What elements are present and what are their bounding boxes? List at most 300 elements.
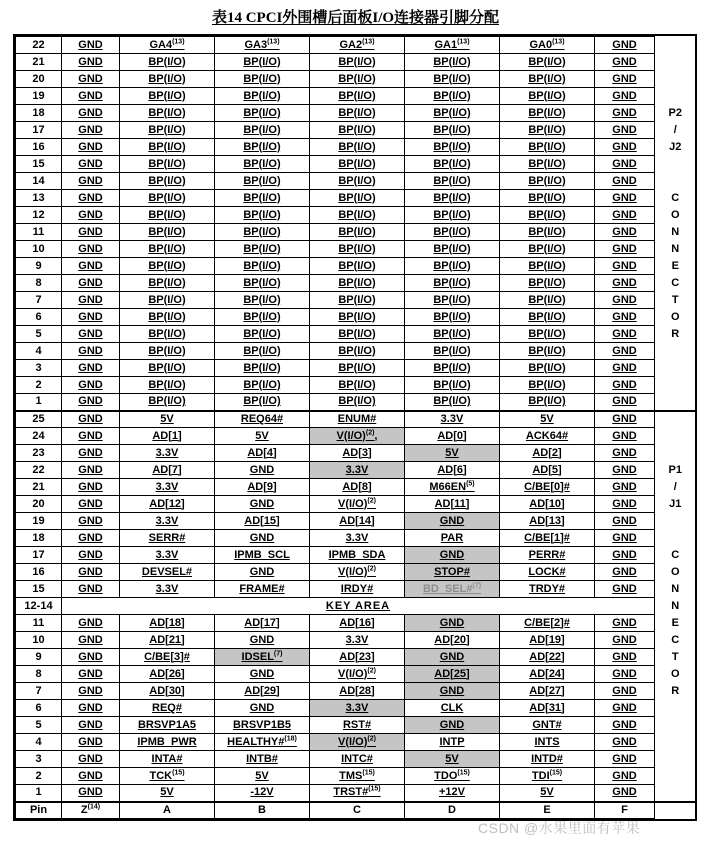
signal-text: GND	[78, 531, 103, 544]
signal-cell	[62, 734, 120, 751]
signal-cell	[120, 632, 215, 649]
table-row	[16, 88, 696, 105]
signal-cell	[500, 649, 595, 666]
signal-cell	[500, 326, 595, 343]
signal-cell	[405, 54, 500, 71]
pin-number: 22	[16, 37, 62, 54]
signal-text: GND	[612, 259, 637, 272]
signal-cell	[310, 54, 405, 71]
signal-cell	[62, 683, 120, 700]
signal-text: BP(I/O)	[243, 259, 281, 272]
signal-text: BP(I/O)	[433, 106, 471, 119]
signal-text: BP(I/O)	[148, 191, 186, 204]
pin-number: 21	[16, 479, 62, 496]
signal-text: DEVSEL#	[141, 565, 193, 578]
signal-text: BP(I/O)	[243, 361, 281, 374]
signal-text: BP(I/O)	[433, 123, 471, 136]
connector-label-cell: T	[655, 292, 696, 309]
signal-cell	[405, 496, 500, 513]
signal-cell	[310, 377, 405, 394]
signal-text: HEALTHY#$^{(18)}$	[227, 734, 297, 748]
table-row	[16, 734, 696, 751]
pin-number: 3	[16, 751, 62, 768]
signal-cell	[500, 700, 595, 717]
signal-cell	[405, 156, 500, 173]
signal-text: BP(I/O)	[243, 225, 281, 238]
signal-text: GND	[612, 276, 637, 289]
signal-text: SERR#	[148, 531, 186, 544]
pin-number: 18	[16, 105, 62, 122]
signal-cell	[62, 37, 120, 54]
signal-text: AD[4]	[247, 446, 277, 459]
signal-text: GND	[612, 429, 637, 442]
signal-cell	[310, 632, 405, 649]
signal-cell	[405, 649, 500, 666]
signal-cell	[595, 649, 655, 666]
pin-number: 15	[16, 581, 62, 598]
signal-cell	[310, 615, 405, 632]
signal-text: 3.3V	[155, 514, 179, 527]
signal-text: BP(I/O)	[338, 106, 376, 119]
signal-text: GND	[78, 633, 103, 646]
signal-cell	[215, 462, 310, 479]
signal-text: BP(I/O)	[148, 310, 186, 323]
signal-cell	[405, 768, 500, 785]
signal-text: BP(I/O)	[528, 140, 566, 153]
signal-cell	[62, 224, 120, 241]
signal-text: INTB#	[246, 752, 278, 765]
signal-cell	[405, 632, 500, 649]
signal-cell	[62, 343, 120, 360]
signal-text: GND	[612, 582, 637, 595]
signal-text: BP(I/O)	[148, 242, 186, 255]
signal-text: BP(I/O)	[338, 191, 376, 204]
signal-cell	[62, 71, 120, 88]
column-letter: D	[405, 802, 500, 819]
signal-text: GND	[612, 752, 637, 765]
signal-text: BP(I/O)	[528, 293, 566, 306]
column-letter: $Z^{(14)}$	[62, 802, 120, 819]
signal-text: C/BE[0]#	[524, 480, 570, 493]
signal-text: PERR#	[528, 548, 566, 561]
signal-cell	[62, 377, 120, 394]
signal-text: GND	[612, 106, 637, 119]
signal-cell	[405, 343, 500, 360]
signal-cell	[215, 632, 310, 649]
pin-number: 23	[16, 445, 62, 462]
signal-text: GND	[78, 89, 103, 102]
signal-cell	[120, 71, 215, 88]
signal-text: GND	[78, 344, 103, 357]
signal-cell	[215, 496, 310, 513]
signal-text: GND	[612, 446, 637, 459]
table-row	[16, 139, 696, 156]
signal-text: BP(I/O)	[433, 293, 471, 306]
signal-cell	[500, 224, 595, 241]
signal-text: 3.3V	[345, 701, 369, 714]
signal-cell	[215, 649, 310, 666]
table-row	[16, 207, 696, 224]
connector-label-cell	[655, 428, 696, 445]
signal-cell	[62, 326, 120, 343]
signal-cell	[595, 479, 655, 496]
signal-text: GND	[612, 293, 637, 306]
signal-cell	[120, 734, 215, 751]
connector-label-cell: O	[655, 309, 696, 326]
signal-cell	[62, 649, 120, 666]
signal-text: TRST#$^{(15)}$	[333, 785, 381, 799]
pin-number: 14	[16, 173, 62, 190]
signal-text: GND	[249, 565, 275, 578]
signal-cell	[120, 377, 215, 394]
signal-cell	[62, 173, 120, 190]
signal-text: BP(I/O)	[433, 208, 471, 221]
signal-cell	[120, 700, 215, 717]
signal-text: AD[21]	[149, 633, 185, 646]
signal-cell	[405, 394, 500, 411]
signal-text: GND	[78, 361, 103, 374]
signal-cell	[310, 513, 405, 530]
signal-cell	[310, 309, 405, 326]
signal-cell	[215, 309, 310, 326]
signal-cell	[405, 734, 500, 751]
signal-cell	[595, 241, 655, 258]
signal-cell	[500, 683, 595, 700]
signal-cell	[310, 360, 405, 377]
signal-cell	[62, 479, 120, 496]
signal-cell	[595, 785, 655, 802]
signal-cell	[120, 428, 215, 445]
signal-cell	[500, 292, 595, 309]
signal-text: GND	[612, 650, 637, 663]
signal-cell	[62, 547, 120, 564]
connector-label-cell	[655, 785, 696, 802]
signal-cell	[310, 581, 405, 598]
signal-text: AD[8]	[342, 480, 372, 493]
pin-number: 2	[16, 377, 62, 394]
footnote-superscript: (15)	[549, 768, 563, 776]
signal-cell	[405, 122, 500, 139]
signal-cell	[215, 530, 310, 547]
signal-cell	[595, 411, 655, 428]
signal-cell	[595, 445, 655, 462]
pin-number: 7	[16, 683, 62, 700]
signal-text: GND	[249, 463, 275, 476]
signal-text: AD[16]	[339, 616, 375, 629]
signal-text: BP(I/O)	[528, 242, 566, 255]
signal-text: BP(I/O)	[243, 55, 281, 68]
signal-text: BP(I/O)	[338, 361, 376, 374]
section-p1-j1	[16, 411, 696, 802]
signal-cell	[62, 768, 120, 785]
signal-cell	[405, 411, 500, 428]
signal-cell	[595, 717, 655, 734]
signal-cell	[120, 581, 215, 598]
signal-cell	[500, 428, 595, 445]
signal-text: GND	[612, 718, 637, 731]
section-p2-j2	[16, 37, 696, 411]
table-row	[16, 394, 696, 411]
signal-cell	[62, 207, 120, 224]
column-letter: F	[595, 802, 655, 819]
signal-text: 5V	[540, 412, 554, 425]
pin-number: 19	[16, 513, 62, 530]
signal-text: AD[20]	[434, 633, 470, 646]
signal-text: BP(I/O)	[243, 242, 281, 255]
signal-cell	[595, 513, 655, 530]
signal-text: INTS	[534, 735, 560, 748]
signal-text: GND	[78, 582, 103, 595]
table-row	[16, 37, 696, 54]
connector-label-cell	[655, 88, 696, 105]
signal-text: BP(I/O)	[338, 378, 376, 391]
signal-cell	[595, 309, 655, 326]
signal-cell	[405, 479, 500, 496]
connector-label-cell	[655, 768, 696, 785]
connector-label-cell	[655, 360, 696, 377]
signal-text: M66EN$^{(5)}$	[429, 479, 475, 493]
connector-label-cell	[655, 54, 696, 71]
table-row	[16, 360, 696, 377]
signal-cell	[215, 190, 310, 207]
signal-cell	[120, 224, 215, 241]
signal-cell	[310, 666, 405, 683]
signal-cell	[62, 666, 120, 683]
signal-text: BP(I/O)	[528, 276, 566, 289]
table-row	[16, 122, 696, 139]
signal-text: C/BE[2]#	[524, 616, 570, 629]
signal-cell	[120, 258, 215, 275]
signal-text: BP(I/O)	[433, 174, 471, 187]
signal-text: BP(I/O)	[528, 327, 566, 340]
signal-text: BP(I/O)	[338, 225, 376, 238]
connector-label-cell: E	[655, 258, 696, 275]
signal-text: GND	[612, 361, 637, 374]
signal-text: IDSEL$^{(7)}$	[241, 649, 283, 663]
signal-text: BP(I/O)	[338, 293, 376, 306]
signal-cell	[405, 377, 500, 394]
table-row	[16, 785, 696, 802]
signal-cell	[62, 530, 120, 547]
signal-cell	[405, 139, 500, 156]
signal-text: BP(I/O)	[338, 55, 376, 68]
signal-cell	[595, 394, 655, 411]
signal-text: +12V	[439, 786, 465, 799]
connector-label-cell	[655, 751, 696, 768]
signal-text: GND	[612, 191, 637, 204]
signal-text: GND	[78, 412, 103, 425]
pin-number: 3	[16, 360, 62, 377]
signal-cell	[310, 564, 405, 581]
signal-text: BP(I/O)	[243, 106, 281, 119]
signal-text: $V(I/O)^{(2)}$	[338, 564, 376, 578]
signal-text: AD[23]	[339, 650, 375, 663]
signal-text: GND	[249, 667, 275, 680]
signal-cell	[215, 105, 310, 122]
connector-label-cell: C	[655, 190, 696, 207]
signal-cell	[310, 768, 405, 785]
pin-header: Pin	[16, 802, 62, 819]
connector-label-cell	[655, 802, 696, 819]
signal-text: BP(I/O)	[528, 106, 566, 119]
signal-cell	[595, 700, 655, 717]
signal-text: AD[28]	[339, 684, 375, 697]
table-row	[16, 445, 696, 462]
connector-label-cell	[655, 71, 696, 88]
signal-text: $V(I/O)^{(2)}$,	[336, 428, 378, 442]
signal-text: GND	[439, 684, 465, 697]
signal-cell	[500, 54, 595, 71]
signal-cell	[62, 292, 120, 309]
signal-text: AD[22]	[529, 650, 565, 663]
signal-cell	[405, 37, 500, 54]
signal-text: GND	[78, 429, 103, 442]
signal-text: BP(I/O)	[148, 106, 186, 119]
footnote-superscript: (13)	[267, 37, 280, 45]
connector-label-cell: C	[655, 632, 696, 649]
signal-cell	[595, 105, 655, 122]
signal-cell	[595, 462, 655, 479]
signal-cell	[500, 445, 595, 462]
table-row	[16, 105, 696, 122]
signal-text: TDO$^{(15)}$	[434, 768, 470, 782]
signal-text: AD[18]	[149, 616, 185, 629]
table-row	[16, 309, 696, 326]
footnote-superscript: (14)	[87, 803, 101, 811]
signal-text: BP(I/O)	[433, 191, 471, 204]
signal-cell	[500, 377, 595, 394]
signal-cell	[62, 54, 120, 71]
signal-text: BP(I/O)	[528, 310, 566, 323]
signal-text: BP(I/O)	[243, 140, 281, 153]
signal-cell	[120, 785, 215, 802]
signal-text: ENUM#	[337, 412, 377, 425]
connector-label-cell: C	[655, 547, 696, 564]
signal-cell	[405, 207, 500, 224]
signal-cell	[120, 105, 215, 122]
footnote-superscript: (2)	[367, 496, 376, 504]
signal-cell	[500, 122, 595, 139]
pin-number: 4	[16, 734, 62, 751]
signal-text: BRSVP1B5	[232, 718, 292, 731]
table-row	[16, 224, 696, 241]
pin-number: 12	[16, 207, 62, 224]
signal-text: GND	[78, 752, 103, 765]
signal-text: AD[9]	[247, 480, 277, 493]
signal-text: GND	[249, 633, 275, 646]
signal-cell	[310, 547, 405, 564]
signal-text: BP(I/O)	[528, 174, 566, 187]
pin-number: 17	[16, 122, 62, 139]
signal-text: GND	[612, 667, 637, 680]
footnote-superscript: (13)	[362, 37, 375, 45]
signal-cell	[405, 615, 500, 632]
signal-text: GND	[612, 140, 637, 153]
signal-text: GA3$^{(13)}$	[244, 37, 280, 51]
signal-text: GND	[78, 225, 103, 238]
signal-cell	[500, 479, 595, 496]
signal-text: GND	[78, 446, 103, 459]
signal-cell	[500, 309, 595, 326]
pin-number: 16	[16, 139, 62, 156]
signal-cell	[120, 139, 215, 156]
connector-label-cell	[655, 700, 696, 717]
table-row	[16, 666, 696, 683]
signal-text: 3.3V	[155, 480, 179, 493]
signal-text: BP(I/O)	[528, 225, 566, 238]
signal-cell	[500, 768, 595, 785]
signal-cell	[62, 88, 120, 105]
table-row	[16, 700, 696, 717]
signal-cell	[62, 615, 120, 632]
signal-text: BP(I/O)	[338, 140, 376, 153]
pin-number: 8	[16, 666, 62, 683]
signal-text: GND	[78, 548, 103, 561]
signal-cell	[215, 666, 310, 683]
signal-text: GND	[612, 412, 637, 425]
signal-cell	[310, 224, 405, 241]
signal-cell	[215, 513, 310, 530]
signal-cell	[215, 343, 310, 360]
signal-text: GND	[78, 242, 103, 255]
signal-cell	[120, 343, 215, 360]
table-row	[16, 751, 696, 768]
signal-cell	[310, 462, 405, 479]
signal-cell	[405, 581, 500, 598]
signal-text: BP(I/O)	[243, 89, 281, 102]
signal-cell	[120, 496, 215, 513]
signal-text: AD[2]	[532, 446, 562, 459]
pin-number: 22	[16, 462, 62, 479]
signal-cell	[405, 717, 500, 734]
signal-cell	[215, 173, 310, 190]
key-area-label: KEY AREA	[325, 599, 391, 612]
signal-text: BP(I/O)	[433, 242, 471, 255]
signal-cell	[595, 139, 655, 156]
signal-cell	[595, 343, 655, 360]
signal-cell	[500, 394, 595, 411]
signal-text: AD[19]	[529, 633, 565, 646]
signal-text: GA4$^{(13)}$	[149, 37, 185, 51]
signal-cell	[215, 377, 310, 394]
signal-cell	[595, 751, 655, 768]
pin-number: 5	[16, 326, 62, 343]
signal-cell	[310, 292, 405, 309]
signal-text: BP(I/O)	[148, 55, 186, 68]
signal-text: GND	[78, 293, 103, 306]
signal-cell	[405, 564, 500, 581]
signal-cell	[405, 445, 500, 462]
signal-cell	[405, 88, 500, 105]
signal-text: GND	[78, 55, 103, 68]
signal-cell	[405, 513, 500, 530]
signal-text: AD[27]	[529, 684, 565, 697]
signal-cell	[500, 173, 595, 190]
table-row	[16, 275, 696, 292]
signal-text: BP(I/O)	[338, 327, 376, 340]
signal-cell	[120, 275, 215, 292]
connector-label-cell	[655, 394, 696, 411]
signal-cell	[500, 241, 595, 258]
connector-label-cell: N	[655, 241, 696, 258]
signal-text: AD[30]	[149, 684, 185, 697]
signal-text: BP(I/O)	[338, 259, 376, 272]
pin-number: 19	[16, 88, 62, 105]
signal-cell	[310, 122, 405, 139]
signal-cell	[215, 394, 310, 411]
signal-cell	[215, 258, 310, 275]
connector-label-cell	[655, 734, 696, 751]
